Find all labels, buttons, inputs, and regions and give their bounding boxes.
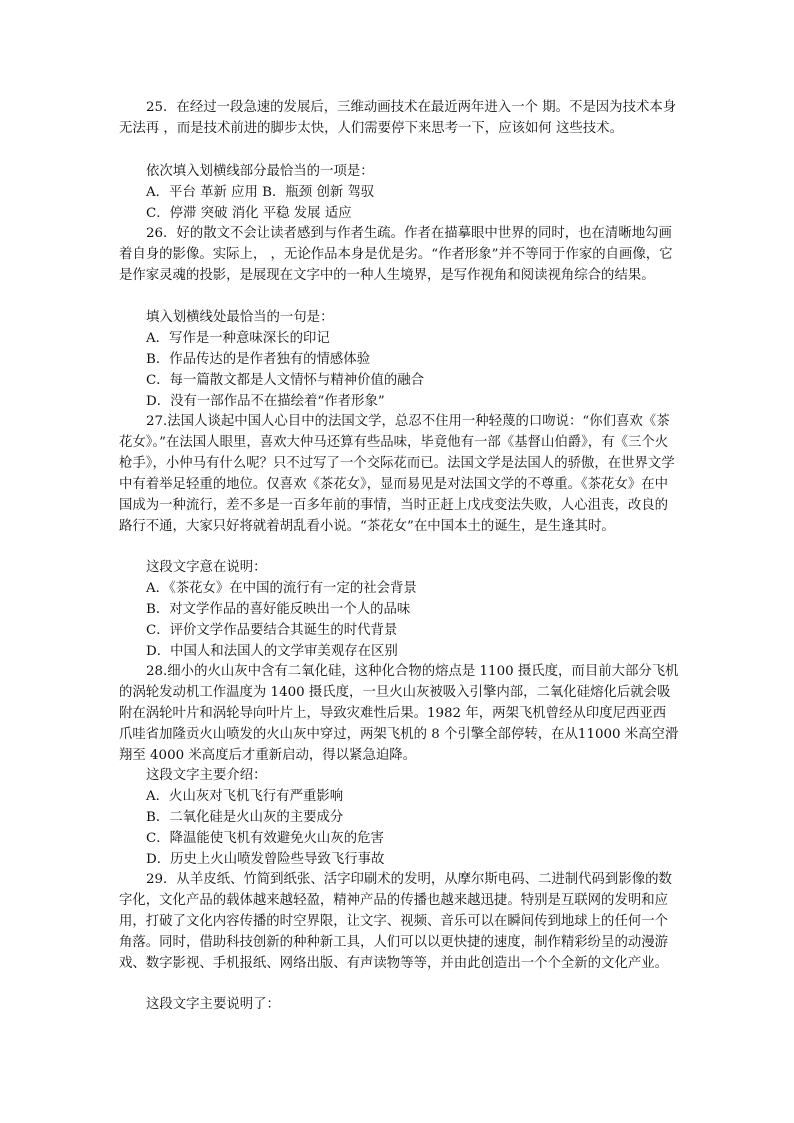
question-26-option-b: B．作品传达的是作者独有的情感体验 <box>146 352 371 367</box>
question-28-option-c: C．降温能使飞机有效避免火山灰的危害 <box>146 831 384 846</box>
question-28-option-d: D．历史上火山喷发曾险些导致飞行事故 <box>146 852 385 867</box>
question-27-option-d: D．中国人和法国人的文学审美观存在区别 <box>146 644 398 659</box>
question-27-option-c: C．评价文学作品要结合其诞生的时代背景 <box>146 623 398 638</box>
question-27-stem: 27.法国人谈起中国人心目中的法国文学，总忍不住用一种轻蔑的口吻说：“你们喜欢《茶花女》。”在法国人眼里，喜欢大仲马还算有些品味，毕竟他有一部《基督山伯爵》，有《三个火枪手》，小仲马有什么呢？只不过写了一个交际花而已。法国文学是法国人的骄傲，在世界文学中有着举足轻重的地位。仅喜欢《茶花女》，显而易见是对法国文学的不尊重。《茶花女》在中国成为一种流行，差不多是一百多年前的事情，当时正赶上戊戌变法失败，人心沮丧，改良的路行不通，大家只好将就着胡乱看小说。“茶花女”在中国本土的诞生，是生逢其时。 <box>119 414 675 534</box>
question-28-prompt: 这段文字主要介绍： <box>146 768 267 783</box>
question-26-stem: 26．好的散文不会让读者感到与作者生疏。作者在描摹眼中世界的同时，也在清晰地勾画着自身的影像。实际上， ，无论作品本身是优是劣。“作者形象”并不等同于作家的自画像，它是作家灵魂的投影，是展现在文字中的一种人生境界，是写作视角和阅读视角综合的结果。 <box>119 226 673 283</box>
question-28-option-b: B．二氧化硅是火山灰的主要成分 <box>146 810 344 825</box>
question-26-prompt: 填入划横线处最恰当的一句是： <box>146 310 334 325</box>
question-27-prompt: 这段文字意在说明： <box>146 560 267 575</box>
question-28-option-a: A．火山灰对飞机飞行有严重影响 <box>146 789 344 804</box>
question-27-option-b: B．对文学作品的喜好能反映出一个人的品味 <box>146 602 411 617</box>
question-27-option-a: A．《茶花女》在中国的流行有一定的社会背景 <box>146 581 417 596</box>
question-25-prompt: 依次填入划横线部分最恰当的一项是： <box>146 164 374 179</box>
question-25-stem: 25．在经过一段急速的发展后，三维动画技术在最近两年进入一个 期。不是因为技术本身无法再 ，而是技术前进的脚步太快，人们需要停下来思考一下，应该如何 这些技术。 <box>119 100 677 136</box>
question-25-option-row-2: C．停滞 突破 消化 平稳 发展 适应 <box>146 206 352 221</box>
question-26-option-c: C．每一篇散文都是人文情怀与精神价值的融合 <box>146 373 425 388</box>
question-26-option-d: D．没有一部作品不在描绘着“作者形象” <box>146 394 385 409</box>
question-29-prompt: 这段文字主要说明了： <box>146 997 280 1012</box>
question-25-option-row-1: A．平台 革新 应用 B．瓶颈 创新 驾驭 <box>146 185 375 200</box>
question-28-stem: 28.细小的火山灰中含有二氧化硅，这种化合物的熔点是 1100 摄氏度，而目前大部分飞机的涡轮发动机工作温度为 1400 摄氏度，一旦火山灰被吸入引擎内部，二氧化硅熔化后就会吸附在涡轮叶片和涡轮导向叶片上，导致灾难性后果。1982 年，两架飞机曾经从印度尼西亚西爪哇省加隆贡火山喷发的火山灰中穿过，两架飞机的 8 个引擎全部停转，在从11000 米高空滑翔至 4000 米高度后才重新启动，得以紧急迫降。 <box>119 664 679 763</box>
question-26-option-a: A．写作是一种意味深长的印记 <box>146 331 330 346</box>
question-29-stem: 29．从羊皮纸、竹简到纸张、活字印刷术的发明，从摩尔斯电码、二进制代码到影像的数字化，文化产品的载体越来越轻盈，精神产品的传播也越来越迅捷。特别是互联网的发明和应用，打破了文化内容传播的时空界限，让文字、视频、音乐可以在瞬间传到地球上的任何一个角落。同时，借助科技创新的种种新工具，人们可以以更快捷的速度，制作精彩纷呈的动漫游戏、数字影视、手机报纸、网络出版、有声读物等等，并由此创造出一个个全新的文化产业。 <box>119 872 672 971</box>
